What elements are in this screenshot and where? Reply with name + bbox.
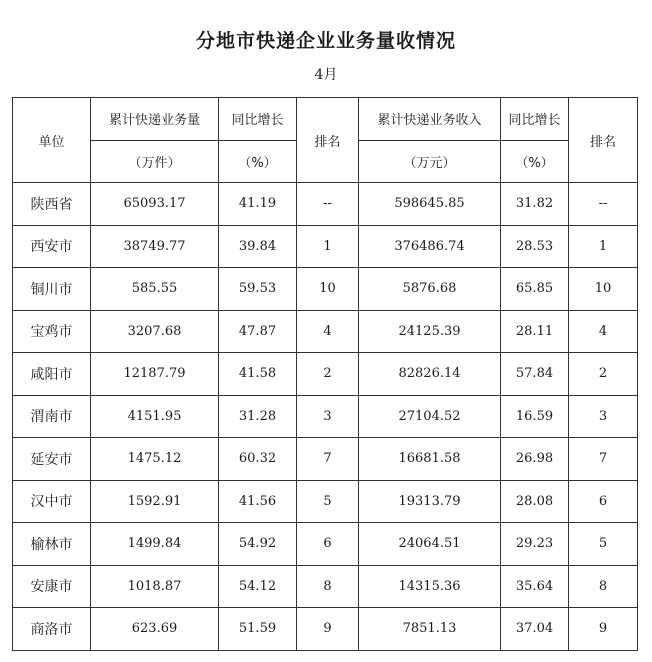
cell-unit: 汉中市 <box>13 480 91 523</box>
header-volume: 累计快递业务量 <box>91 98 219 141</box>
cell-revenue: 14315.36 <box>359 565 501 608</box>
table-row <box>13 608 638 651</box>
cell-unit: 陕西省 <box>13 183 91 226</box>
table-row <box>13 183 638 226</box>
express-stats-table <box>12 97 638 651</box>
cell-revenue: 376486.74 <box>359 225 501 268</box>
header-yoy-revenue: 同比增长 <box>501 98 569 141</box>
cell-unit: 咸阳市 <box>13 353 91 396</box>
cell-rank-revenue: 6 <box>569 480 638 523</box>
cell-rank-revenue: 2 <box>569 353 638 396</box>
cell-yoy-revenue: 29.23 <box>501 523 569 566</box>
cell-unit: 延安市 <box>13 438 91 481</box>
cell-revenue: 24125.39 <box>359 310 501 353</box>
table-row <box>13 395 638 438</box>
table-row <box>13 565 638 608</box>
cell-yoy-volume: 41.58 <box>219 353 297 396</box>
cell-yoy-volume: 47.87 <box>219 310 297 353</box>
cell-revenue: 5876.68 <box>359 268 501 311</box>
cell-yoy-revenue: 28.53 <box>501 225 569 268</box>
cell-unit: 榆林市 <box>13 523 91 566</box>
cell-revenue: 24064.51 <box>359 523 501 566</box>
cell-yoy-volume: 51.59 <box>219 608 297 651</box>
cell-rank-revenue: 3 <box>569 395 638 438</box>
cell-volume: 585.55 <box>91 268 219 311</box>
header-yoy-volume-unit: （%） <box>219 140 297 183</box>
cell-yoy-revenue: 35.64 <box>501 565 569 608</box>
cell-yoy-revenue: 26.98 <box>501 438 569 481</box>
cell-revenue: 7851.13 <box>359 608 501 651</box>
cell-rank-volume: 7 <box>297 438 359 481</box>
cell-revenue: 19313.79 <box>359 480 501 523</box>
cell-rank-revenue: -- <box>569 183 638 226</box>
cell-volume: 623.69 <box>91 608 219 651</box>
cell-rank-revenue: 1 <box>569 225 638 268</box>
cell-rank-revenue: 5 <box>569 523 638 566</box>
table-row <box>13 523 638 566</box>
cell-revenue: 598645.85 <box>359 183 501 226</box>
cell-yoy-volume: 39.84 <box>219 225 297 268</box>
cell-unit: 铜川市 <box>13 268 91 311</box>
page-title: 分地市快递企业业务量收情况 <box>195 30 456 52</box>
header-volume-unit: （万件） <box>91 140 219 183</box>
cell-rank-revenue: 4 <box>569 310 638 353</box>
cell-rank-volume: 9 <box>297 608 359 651</box>
cell-rank-volume: 4 <box>297 310 359 353</box>
header-revenue: 累计快递业务收入 <box>359 98 501 141</box>
table-row <box>13 438 638 481</box>
header-rank-revenue: 排名 <box>569 98 638 183</box>
cell-yoy-volume: 31.28 <box>219 395 297 438</box>
cell-yoy-revenue: 37.04 <box>501 608 569 651</box>
header-row <box>13 98 638 141</box>
cell-yoy-volume: 60.32 <box>219 438 297 481</box>
cell-unit: 安康市 <box>13 565 91 608</box>
header-yoy-revenue-unit: （%） <box>501 140 569 183</box>
table-row <box>13 268 638 311</box>
header-revenue-unit: （万元） <box>359 140 501 183</box>
cell-yoy-volume: 59.53 <box>219 268 297 311</box>
cell-volume: 4151.95 <box>91 395 219 438</box>
cell-rank-volume: 8 <box>297 565 359 608</box>
cell-unit: 宝鸡市 <box>13 310 91 353</box>
cell-volume: 1475.12 <box>91 438 219 481</box>
cell-volume: 12187.79 <box>91 353 219 396</box>
cell-yoy-revenue: 57.84 <box>501 353 569 396</box>
header-unit: 单位 <box>13 98 91 183</box>
cell-yoy-revenue: 65.85 <box>501 268 569 311</box>
cell-yoy-volume: 54.92 <box>219 523 297 566</box>
cell-rank-volume: 3 <box>297 395 359 438</box>
cell-rank-volume: 10 <box>297 268 359 311</box>
cell-rank-revenue: 9 <box>569 608 638 651</box>
cell-rank-volume: 6 <box>297 523 359 566</box>
cell-rank-revenue: 8 <box>569 565 638 608</box>
table-row <box>13 225 638 268</box>
cell-rank-revenue: 10 <box>569 268 638 311</box>
cell-unit: 商洛市 <box>13 608 91 651</box>
cell-rank-volume: -- <box>297 183 359 226</box>
month-label: 4月 <box>314 67 338 83</box>
cell-volume: 38749.77 <box>91 225 219 268</box>
cell-volume: 65093.17 <box>91 183 219 226</box>
cell-revenue: 82826.14 <box>359 353 501 396</box>
table-row <box>13 353 638 396</box>
cell-unit: 西安市 <box>13 225 91 268</box>
cell-yoy-revenue: 28.11 <box>501 310 569 353</box>
cell-yoy-revenue: 16.59 <box>501 395 569 438</box>
cell-rank-volume: 2 <box>297 353 359 396</box>
cell-rank-revenue: 7 <box>569 438 638 481</box>
cell-volume: 1018.87 <box>91 565 219 608</box>
cell-yoy-volume: 54.12 <box>219 565 297 608</box>
cell-volume: 3207.68 <box>91 310 219 353</box>
cell-unit: 渭南市 <box>13 395 91 438</box>
cell-rank-volume: 1 <box>297 225 359 268</box>
header-rank-volume: 排名 <box>297 98 359 183</box>
cell-revenue: 27104.52 <box>359 395 501 438</box>
cell-yoy-volume: 41.56 <box>219 480 297 523</box>
cell-volume: 1499.84 <box>91 523 219 566</box>
cell-volume: 1592.91 <box>91 480 219 523</box>
header-yoy-volume: 同比增长 <box>219 98 297 141</box>
cell-yoy-revenue: 31.82 <box>501 183 569 226</box>
cell-revenue: 16681.58 <box>359 438 501 481</box>
table-row <box>13 480 638 523</box>
cell-rank-volume: 5 <box>297 480 359 523</box>
cell-yoy-revenue: 28.08 <box>501 480 569 523</box>
table-row <box>13 310 638 353</box>
cell-yoy-volume: 41.19 <box>219 183 297 226</box>
